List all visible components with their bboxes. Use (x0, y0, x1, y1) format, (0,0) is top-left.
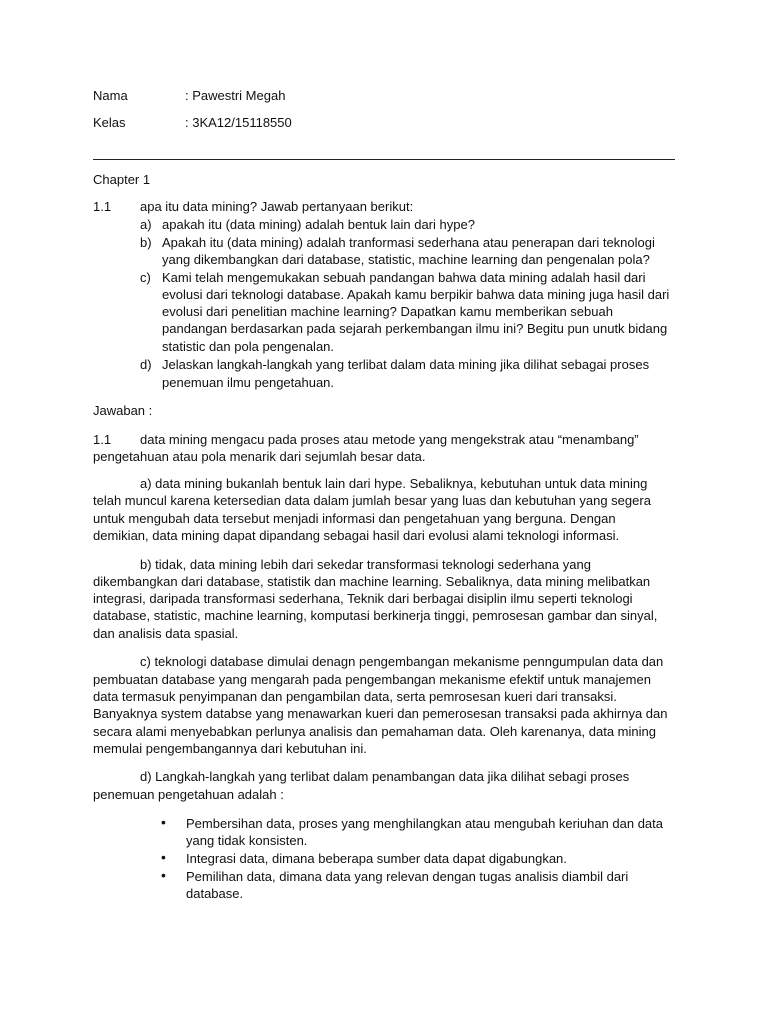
name-label: Nama (93, 88, 128, 103)
item-line: Jelaskan langkah-langkah yang terlibat dalam data mining jika dilihat sebagai proses (162, 357, 650, 372)
item-marker: c) (140, 270, 151, 285)
item-marker: a) (140, 217, 152, 232)
item-line: statistic dan pola pengenalan. (162, 339, 335, 354)
horizontal-divider (93, 159, 675, 160)
answer-intro-line: data mining mengacu pada proses atau metode yang mengekstrak atau “menambang” (140, 432, 639, 447)
paragraph-line: penemuan pengetahuan adalah : (93, 787, 284, 802)
item-marker: d) (140, 357, 152, 372)
bullet-line: database. (186, 886, 244, 901)
bullet-glyph: • (161, 849, 166, 865)
bullet-line: Integrasi data, dimana beberapa sumber data dapat digabungkan. (186, 851, 567, 866)
item-line: Apakah itu (data mining) adalah tranformasi sederhana atau penerapan dari teknologi (162, 235, 655, 250)
paragraph-line: d) Langkah-langkah yang terlibat dalam penambangan data jika dilihat sebagi proses (140, 769, 630, 784)
paragraph-line: telah muncul karena ketersedian data dalam jumlah besar yang luas dan kebutuhan yang segera (93, 493, 651, 508)
paragraph-line: a) data mining bukanlah bentuk lain dari hype. Sebaliknya, kebutuhan untuk data mining (140, 476, 648, 491)
bullet-glyph: • (161, 867, 166, 883)
item-line: Kami telah mengemukakan sebuah pandangan bahwa data mining adalah hasil dari (162, 270, 646, 285)
item-line: apakah itu (data mining) adalah bentuk lain dari hype? (162, 217, 475, 232)
paragraph-line: pembuatan database yang mengarah pada pengembangan mekanisme efektif untuk manajemen (93, 672, 651, 687)
class-value: : 3KA12/15118550 (185, 115, 292, 130)
bullet-line: Pemilihan data, dimana data yang relevan dengan tugas analisis diambil dari (186, 869, 629, 884)
answer-heading: Jawaban : (93, 403, 153, 418)
chapter-heading: Chapter 1 (93, 172, 151, 187)
bullet-line: Pembersihan data, proses yang menghilangkan atau mengubah keriuhan dan data (186, 816, 664, 831)
item-line: evolusi dari penelitian machine learning? Dapatkan kamu memberikan sebuah (162, 304, 613, 319)
bullet-line: yang tidak konsisten. (186, 833, 308, 848)
paragraph-line: Banyaknya system databse yang menawarkan kueri dan pemerosesan transaksi pada akhirnya dan (93, 706, 668, 721)
item-line: pandangan berdasarkan pada sejarah perkembangan ilmu ini? Begitu pun unutk bidang (162, 321, 668, 336)
paragraph-line: b) tidak, data mining lebih dari sekedar transformasi teknologi sederhana yang (140, 557, 591, 572)
question-intro: apa itu data mining? Jawab pertanyaan berikut: (140, 199, 414, 214)
item-marker: b) (140, 235, 152, 250)
paragraph-line: c) teknologi database dimulai denagn pengembangan mekanisme penngumpulan data dan (140, 654, 664, 669)
paragraph-line: secara alami menyebabkan perlunya analisis dan pemahaman data. Oleh karenanya, data mining (93, 724, 656, 739)
paragraph-line: database, statistic, machine learning, komputasi berkinerja tinggi, pemrosesan gambar dan sinyal, (93, 608, 658, 623)
answer-intro-line: pengetahuan atau pola menarik dari sejumlah besar data. (93, 449, 426, 464)
item-line: penemuan ilmu pengetahuan. (162, 375, 335, 390)
paragraph-line: data termasuk penyimpanan dan pengambilan data, serta pemrosesan kueri dari transaksi. (93, 689, 617, 704)
name-value: : Pawestri Megah (185, 88, 286, 103)
paragraph-line: dikembangkan dari database, statistik dan machine learning. Sebaliknya, data mining melibatkan (93, 574, 651, 589)
paragraph-line: dan analisis data spasial. (93, 626, 239, 641)
answer-number: 1.1 (93, 432, 112, 447)
question-number: 1.1 (93, 199, 112, 214)
bullet-glyph: • (161, 814, 166, 830)
item-line: yang dikembangkan dari database, statistic, machine learning dan pengenalan pola? (162, 252, 650, 267)
class-label: Kelas (93, 115, 126, 130)
paragraph-line: integrasi, daripada transformasi sederhana, Teknik dari berbagai disiplin ilmu seperti teknologi (93, 591, 633, 606)
paragraph-line: demikian, data mining dapat dipandang sebagai hasil dari evolusi alami teknologi informasi. (93, 528, 620, 543)
paragraph-line: memulai pengembangannya dari kebutuhan ini. (93, 741, 367, 756)
paragraph-line: untuk mengubah data tersebut menjadi informasi dan pengetahuan yang berguna. Dengan (93, 511, 616, 526)
item-line: evolusi dari teknologi database. Apakah kamu berpikir bahwa data mining juga hasil dari (162, 287, 670, 302)
